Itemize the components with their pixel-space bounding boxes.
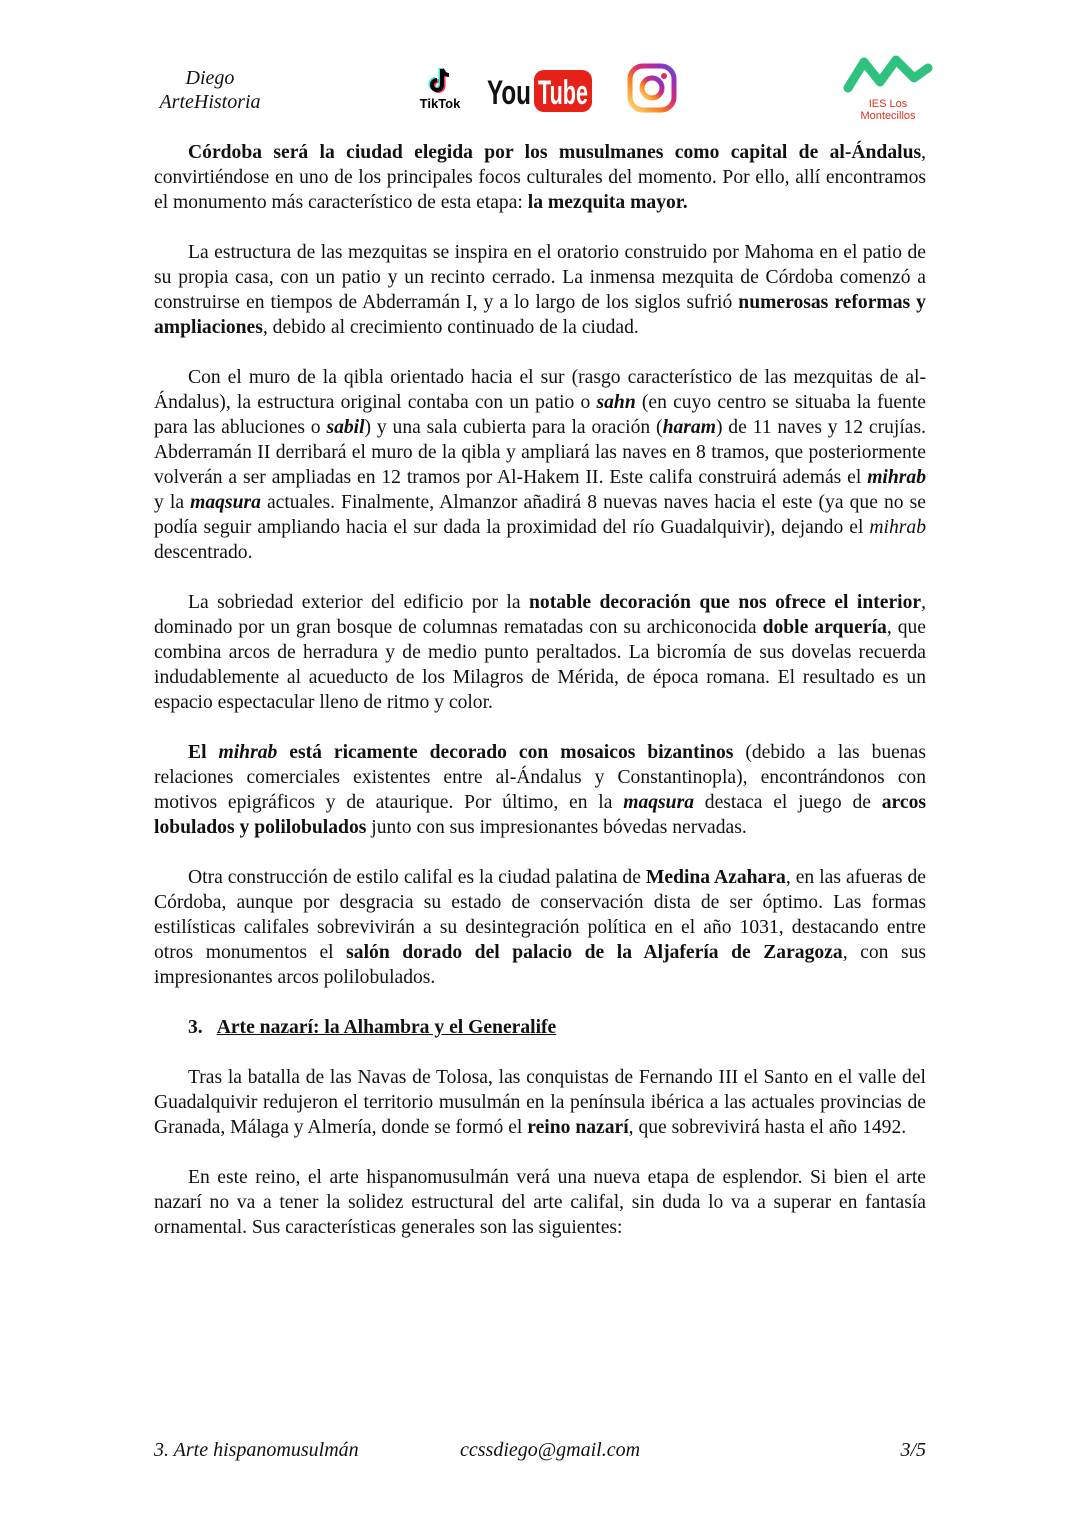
- svg-text:You: You: [487, 74, 531, 112]
- section-heading: [154, 1015, 926, 1040]
- school-label: IES Los Montecillos: [860, 98, 916, 122]
- youtube-logo[interactable]: [487, 66, 595, 116]
- tiktok-icon: [412, 66, 468, 96]
- page-footer: [154, 1439, 926, 1465]
- document-body: [154, 140, 926, 1265]
- tiktok-label: TikTok: [419, 96, 461, 111]
- paragraph-interior-decoration: La sobriedad exterior del edificio por la notable decoración que nos ofrece el interior, dominado por un gran bosque de columnas rematadas con su archiconocida doble arquería, que combina arcos de herradura y de medio punto peraltados. La bicromía de sus dovelas recuerda indudablemente al acueducto de los Milagros de Mérida, de época romana. El resultado es un espacio espectacular lleno de ritmo y color.: [154, 592, 927, 713]
- paragraph-cordoba-capital: Córdoba será la ciudad elegida por los musulmanes como capital de al-Ándalus, convirtiéndose en uno de los principales focos culturales del momento. Por ello, allí encontramos el monumento más característico de esta etapa: la mezquita mayor.: [154, 142, 926, 213]
- paragraph-nasrid-kingdom: Tras la batalla de las Navas de Tolosa, las conquistas de Fernando III el Santo en el valle del Guadalquivir redujeron el territorio musulmán en la península ibérica a las actuales provincias de Granada, Málaga y Almería, donde se formó el reino nazarí, que sobrevivirá hasta el año 1492.: [154, 1067, 926, 1138]
- paragraph-medina-azahara: Otra construcción de estilo califal es la ciudad palatina de Medina Azahara, en las afueras de Córdoba, aunque por desgracia su estado de conservación dista de ser óptimo. Las formas estilísticas califales sobrevivirán a su desintegración política en el año 1031, destacando entre otros monumentos el salón dorado del palacio de la Aljafería de Zaragoza, con sus impresionantes arcos polilobulados.: [154, 867, 927, 988]
- section-number: 3.: [188, 1017, 203, 1038]
- school-logo[interactable]: [840, 52, 936, 122]
- paragraph-nasrid-art: En este reino, el arte hispanomusulmán verá una nueva etapa de esplendor. Si bien el arte nazarí no va a tener la solidez estructural del arte califal, sin duda lo va a superar en fantasía ornamental. Sus características generales son las siguientes:: [154, 1167, 926, 1238]
- tiktok-logo[interactable]: [412, 66, 468, 116]
- author-line-2: ArteHistoria: [159, 91, 261, 113]
- paragraph-qibla-wall: Con el muro de la qibla orientado hacia el sur (rasgo característico de las mezquitas de al-Ándalus), la estructura original contaba con un patio o sahn (en cuyo centro se situaba la fuente para las abluciones o sabil) y una sala cubierta para la oración (haram) de 11 naves y 12 crujías. Abderramán II derribará el muro de la qibla y ampliará las naves en 8 tramos, que posteriormente volverán a ser ampliadas en 12 tramos por Al-Hakem II. Este califa construirá además el mihrab y la maqsura actuales. Finalmente, Almanzor añadirá 8 nuevas naves hacia el este (ya que no se podía seguir ampliando hacia el sur dada la proximidad del río Guadalquivir), dejando el mihrab descentrado.: [154, 367, 926, 563]
- instagram-icon: [626, 62, 678, 114]
- page-number: 3/5: [900, 1439, 926, 1461]
- footer-chapter: 3. Arte hispanomusulmán: [154, 1439, 359, 1461]
- mountain-icon: [840, 52, 936, 98]
- page-header: [0, 0, 1080, 130]
- paragraph-mihrab: El mihrab está ricamente decorado con mosaicos bizantinos (debido a las buenas relaciones comerciales existentes entre al-Ándalus y Constantinopla), encontrándonos con motivos epigráficos y de ataurique. Por último, en la maqsura destaca el juego de arcos lobulados y polilobulados junto con sus impresionantes bóvedas nervadas.: [154, 742, 926, 838]
- section-title: Arte nazarí: la Alhambra y el Generalife: [216, 1017, 557, 1038]
- youtube-icon: [487, 66, 595, 116]
- instagram-logo[interactable]: [626, 62, 678, 114]
- author-name: [154, 66, 266, 114]
- svg-text:Tube: Tube: [538, 74, 588, 112]
- author-line-1: Diego: [185, 67, 235, 89]
- footer-email[interactable]: ccssdiego@gmail.com: [460, 1439, 641, 1461]
- paragraph-mosque-structure: La estructura de las mezquitas se inspira en el oratorio construido por Mahoma en el patio de su propia casa, con un patio y un recinto cerrado. La inmensa mezquita de Córdoba comenzó a construirse en tiempos de Abderramán I, y a lo largo de los siglos sufrió numerosas reformas y ampliaciones, debido al crecimiento continuado de la ciudad.: [154, 242, 926, 338]
